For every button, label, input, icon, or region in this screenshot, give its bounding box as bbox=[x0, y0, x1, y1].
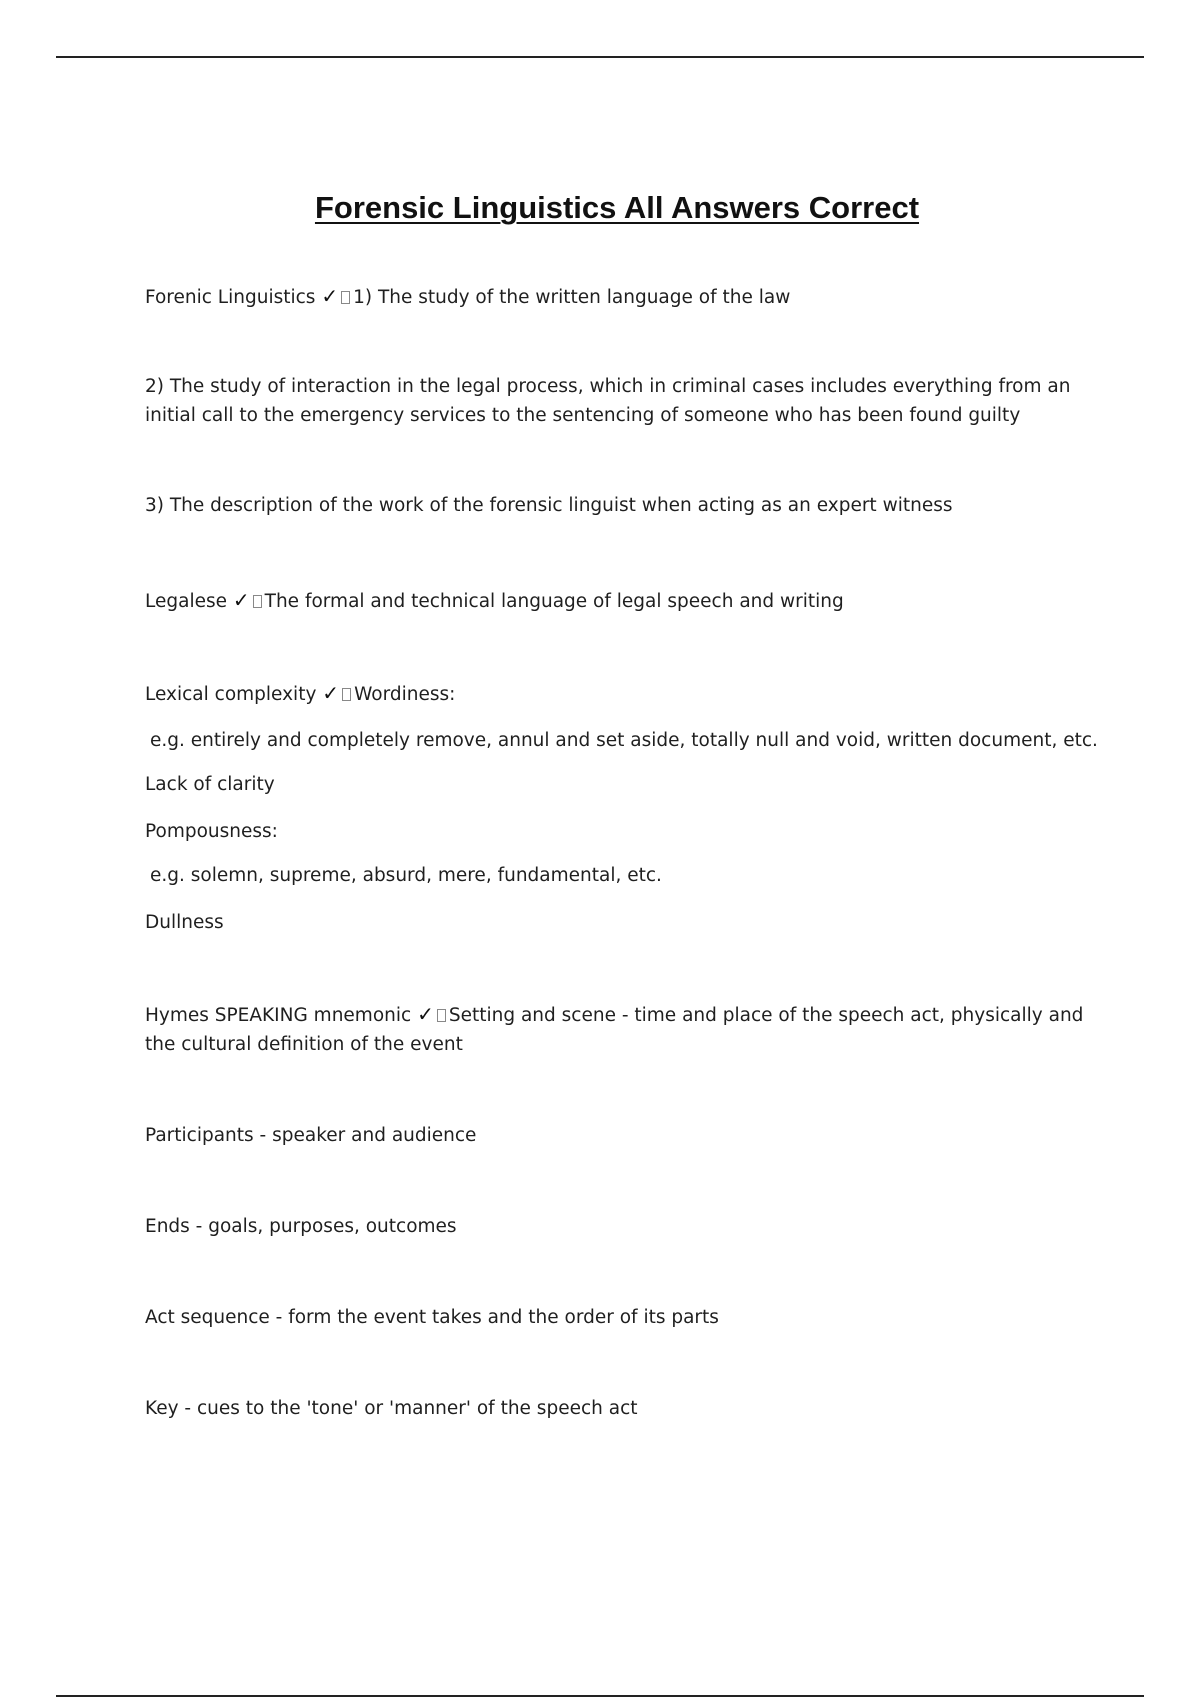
check-mark-icon: ✓ bbox=[321, 284, 339, 308]
paragraph: Participants - speaker and audience bbox=[145, 1125, 477, 1146]
qa-item-hymes-speaking bbox=[145, 1000, 1105, 1059]
top-rule bbox=[56, 56, 1144, 58]
check-mark-icon: ✓ bbox=[417, 1002, 434, 1026]
paragraph: 3) The description of the work of the forensic linguist when acting as an expert witness bbox=[145, 495, 953, 516]
paragraph: Key - cues to the 'tone' or 'manner' of the speech act bbox=[145, 1398, 638, 1419]
qa-item-forensic-linguistics bbox=[145, 282, 1105, 312]
paragraph: Lack of clarity bbox=[145, 774, 275, 795]
qa-item-legalese bbox=[145, 586, 1105, 616]
empty-box-icon bbox=[342, 688, 351, 701]
document-title: Forensic Linguistics All Answers Correct bbox=[314, 190, 920, 225]
term-label: Forenic Linguistics bbox=[145, 287, 316, 308]
empty-box-icon bbox=[253, 595, 262, 608]
term-label: Legalese bbox=[145, 591, 227, 612]
empty-box-icon bbox=[341, 291, 350, 304]
paragraph: 2) The study of interaction in the legal process, which in criminal cases includes everything from an initial call to the emergency services to the sentencing of someone who has been found guilty bbox=[145, 376, 1071, 426]
term-label: Lexical complexity bbox=[145, 684, 317, 705]
bottom-rule bbox=[56, 1695, 1144, 1697]
paragraph: Pompousness: bbox=[145, 821, 278, 842]
answer-text: The formal and technical language of legal speech and writing bbox=[264, 591, 844, 612]
qa-item-lexical-complexity bbox=[145, 679, 1105, 709]
example-line: e.g. solemn, supreme, absurd, mere, fundamental, etc. bbox=[150, 865, 662, 886]
check-mark-icon: ✓ bbox=[322, 681, 340, 705]
paragraph: Act sequence - form the event takes and the order of its parts bbox=[145, 1307, 719, 1328]
empty-box-icon bbox=[437, 1009, 446, 1022]
paragraph: Dullness bbox=[145, 912, 224, 933]
check-mark-icon: ✓ bbox=[232, 588, 250, 612]
answer-text: Wordiness: bbox=[354, 684, 456, 705]
answer-text: 1) The study of the written language of the law bbox=[353, 287, 791, 308]
answer-text: Setting and scene - time and place of the speech act, physically and the cultural definition of the event bbox=[145, 1005, 1084, 1055]
paragraph: Ends - goals, purposes, outcomes bbox=[145, 1216, 457, 1237]
example-line: e.g. entirely and completely remove, annul and set aside, totally null and void, written document, etc. bbox=[150, 730, 1098, 751]
term-label: Hymes SPEAKING mnemonic bbox=[145, 1005, 412, 1026]
